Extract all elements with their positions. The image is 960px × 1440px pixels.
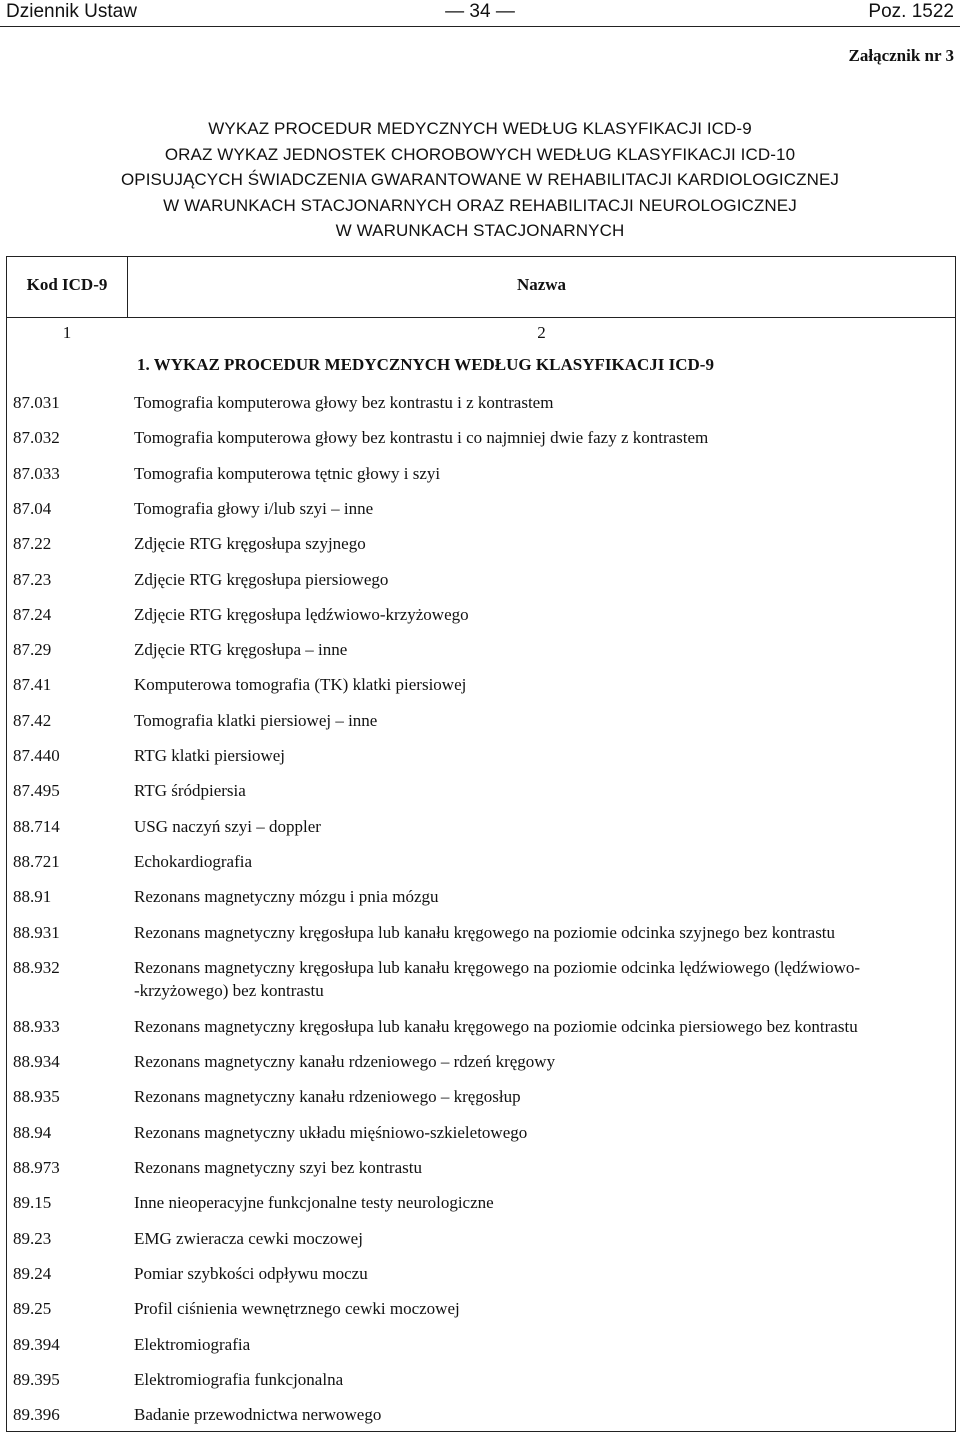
row-code: 88.94 <box>13 1122 52 1142</box>
row-name: Rezonans magnetyczny kręgosłupa lub kanału kręgowego na poziomie odcinka piersiowego bez kontrastu <box>134 1016 858 1036</box>
procedures-table <box>6 256 956 1432</box>
row-name: Rezonans magnetyczny kręgosłupa lub kanału kręgowego na poziomie odcinka lędźwiowego (lędźwiowo- -krzyżowego) bez kontrastu <box>134 957 861 1000</box>
row-name: Zdjęcie RTG kręgosłupa szyjnego <box>134 534 366 554</box>
row-code: 89.394 <box>13 1334 60 1354</box>
row-code: 87.42 <box>13 710 52 730</box>
row-name: USG naczyń szyi – doppler <box>134 816 321 836</box>
row-name: RTG śródpiersia <box>134 781 246 801</box>
row-name: Komputerowa tomografia (TK) klatki piersiowej <box>134 675 467 695</box>
row-name: Tomografia klatki piersiowej – inne <box>134 710 378 730</box>
row-name: Tomografia głowy i/lub szyi – inne <box>134 498 374 518</box>
row-code: 87.22 <box>13 534 52 554</box>
column-number-code: 1 <box>62 323 72 342</box>
row-code: 87.495 <box>13 781 60 801</box>
annex-label: Załącznik nr 3 <box>848 46 954 65</box>
row-code: 89.396 <box>13 1405 60 1425</box>
row-name: Rezonans magnetyczny mózgu i pnia mózgu <box>134 887 439 907</box>
row-name: Inne nieoperacyjne funkcjonalne testy neurologiczne <box>134 1193 494 1213</box>
title-line: WYKAZ PROCEDUR MEDYCZNYCH WEDŁUG KLASYFIKACJI ICD-9 <box>208 119 752 138</box>
row-code: 88.935 <box>13 1087 60 1107</box>
row-name: Zdjęcie RTG kręgosłupa piersiowego <box>134 569 389 589</box>
row-code: 89.395 <box>13 1369 60 1389</box>
row-code: 87.032 <box>13 428 60 448</box>
page-number: — 34 — <box>445 1 515 22</box>
row-code: 88.931 <box>13 922 60 942</box>
journal-title: Dziennik Ustaw <box>6 1 137 22</box>
section-title: 1. WYKAZ PROCEDUR MEDYCZNYCH WEDŁUG KLASYFIKACJI ICD-9 <box>137 355 714 374</box>
row-name: Rezonans magnetyczny układu mięśniowo-szkieletowego <box>134 1122 528 1142</box>
row-name: Elektromiografia funkcjonalna <box>134 1369 344 1389</box>
row-code: 87.440 <box>13 746 60 765</box>
row-code: 89.25 <box>13 1299 52 1319</box>
title-line: OPISUJĄCYCH ŚWIADCZENIA GWARANTOWANE W REHABILITACJI KARDIOLOGICZNEJ <box>120 170 840 189</box>
row-name: Tomografia komputerowa głowy bez kontrastu i co najmniej dwie fazy z kontrastem <box>134 428 709 448</box>
row-code: 88.973 <box>13 1158 60 1177</box>
running-header <box>0 0 960 26</box>
row-name: Zdjęcie RTG kręgosłupa lędźwiowo-krzyżowego <box>134 604 469 624</box>
position-number: Poz. 1522 <box>868 1 954 22</box>
row-name: EMG zwieracza cewki moczowej <box>134 1228 363 1248</box>
row-code: 88.932 <box>13 957 60 977</box>
column-header-code: Kod ICD-9 <box>26 275 108 294</box>
row-code: 87.031 <box>13 393 60 412</box>
row-code: 88.933 <box>13 1016 60 1036</box>
document-title <box>0 116 960 244</box>
row-code: 87.41 <box>13 675 52 695</box>
row-name: Rezonans magnetyczny kręgosłupa lub kanału kręgowego na poziomie odcinka szyjnego bez kontrastu <box>134 922 836 942</box>
row-code: 88.91 <box>13 887 52 907</box>
row-code: 89.23 <box>13 1228 52 1248</box>
row-name: Rezonans magnetyczny szyi bez kontrastu <box>134 1158 422 1177</box>
column-number-name: 2 <box>537 323 546 342</box>
title-line: ORAZ WYKAZ JEDNOSTEK CHOROBOWYCH WEDŁUG KLASYFIKACJI ICD-10 <box>164 144 796 164</box>
row-name: Profil ciśnienia wewnętrznego cewki moczowej <box>134 1299 460 1319</box>
row-name: Badanie przewodnictwa nerwowego <box>134 1405 382 1425</box>
row-code: 87.04 <box>13 498 52 518</box>
header-rule <box>0 26 960 27</box>
title-line: W WARUNKACH STACJONARNYCH <box>335 221 625 240</box>
row-code: 87.23 <box>13 569 52 589</box>
row-code: 87.033 <box>13 463 60 483</box>
row-code: 89.15 <box>13 1193 52 1213</box>
header-divider <box>7 317 955 318</box>
row-name: Tomografia komputerowa tętnic głowy i szyi <box>134 463 441 483</box>
row-name: Zdjęcie RTG kręgosłupa – inne <box>134 640 348 660</box>
row-code: 88.934 <box>13 1052 60 1072</box>
row-code: 87.24 <box>13 604 52 624</box>
row-name: Rezonans magnetyczny kanału rdzeniowego – kręgosłup <box>134 1087 521 1107</box>
row-name: Pomiar szybkości odpływu moczu <box>134 1263 368 1283</box>
row-code: 87.29 <box>13 640 52 660</box>
row-code: 89.24 <box>13 1263 52 1283</box>
row-code: 88.714 <box>13 816 60 836</box>
title-line: W WARUNKACH STACJONARNYCH ORAZ REHABILITACJI NEUROLOGICZNEJ <box>163 195 797 215</box>
row-code: 88.721 <box>13 851 60 871</box>
row-name: Tomografia komputerowa głowy bez kontrastu i z kontrastem <box>134 393 554 412</box>
row-name: Echokardiografia <box>134 851 252 871</box>
row-name: Rezonans magnetyczny kanału rdzeniowego – rdzeń kręgowy <box>134 1052 556 1072</box>
row-name: RTG klatki piersiowej <box>134 746 286 765</box>
column-header-name: Nazwa <box>516 275 567 294</box>
row-name: Elektromiografia <box>134 1334 251 1354</box>
